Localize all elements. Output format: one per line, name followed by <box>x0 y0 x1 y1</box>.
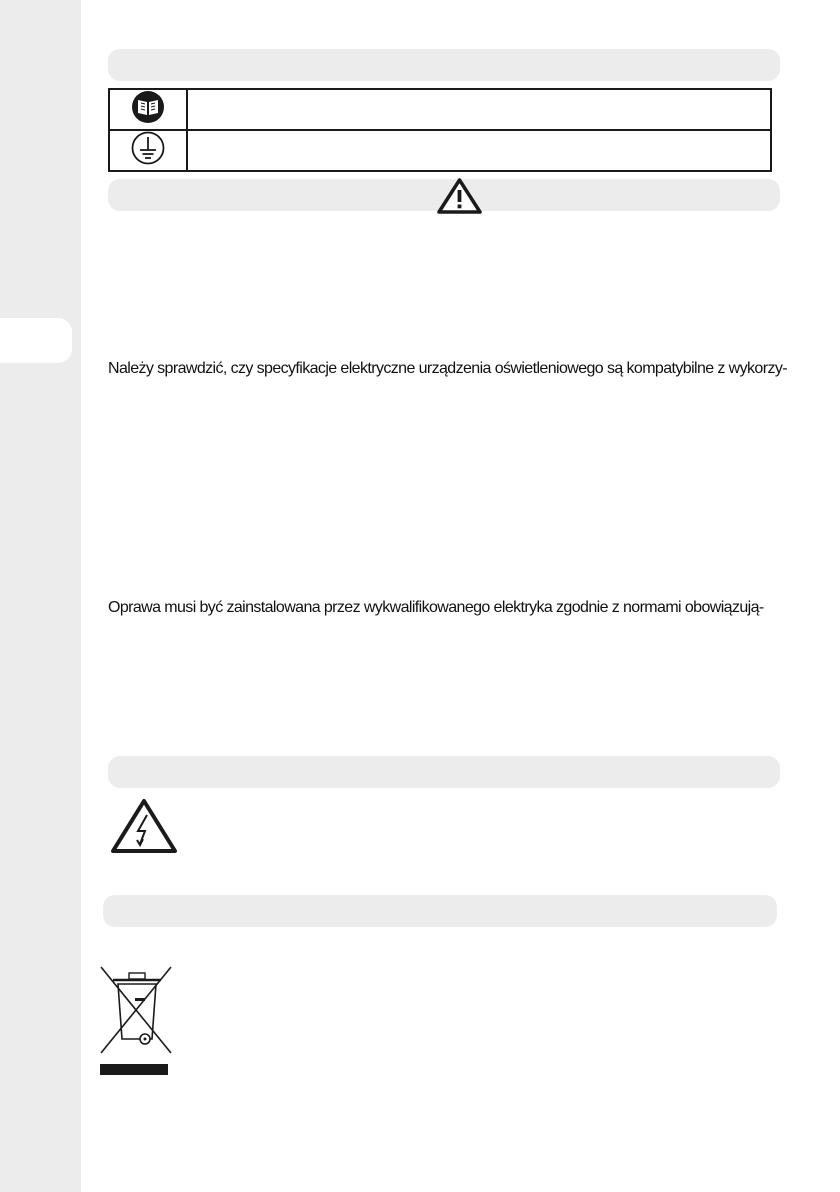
warning-paragraph: Oprawa musi być zainstalowana przez wykwalifikowanego elektryka zgodnie z normami obowiązują- <box>108 599 764 616</box>
section-header-bar-disposal <box>103 895 777 927</box>
symbol-description <box>187 89 771 130</box>
weee-crossed-bin-icon <box>97 963 177 1079</box>
symbol-row <box>109 130 771 171</box>
manual-book-icon <box>131 90 165 124</box>
electric-shock-warning-icon <box>110 798 178 854</box>
symbol-icon-cell <box>109 130 187 171</box>
symbols-table <box>108 88 772 172</box>
section-header-bar-symbols <box>108 49 780 81</box>
protective-earth-icon <box>131 131 165 165</box>
warning-triangle-icon <box>437 178 482 214</box>
symbol-icon-cell <box>109 89 187 130</box>
section-header-bar-electrical <box>108 756 780 788</box>
warning-paragraph: Należy sprawdzić, czy specyfikacje elektryczne urządzenia oświetleniowego są kompatybilne z wykorzy- <box>108 360 787 377</box>
language-tab <box>0 318 72 363</box>
symbol-row <box>109 89 771 130</box>
symbol-description <box>187 130 771 171</box>
side-strip <box>0 0 81 1192</box>
